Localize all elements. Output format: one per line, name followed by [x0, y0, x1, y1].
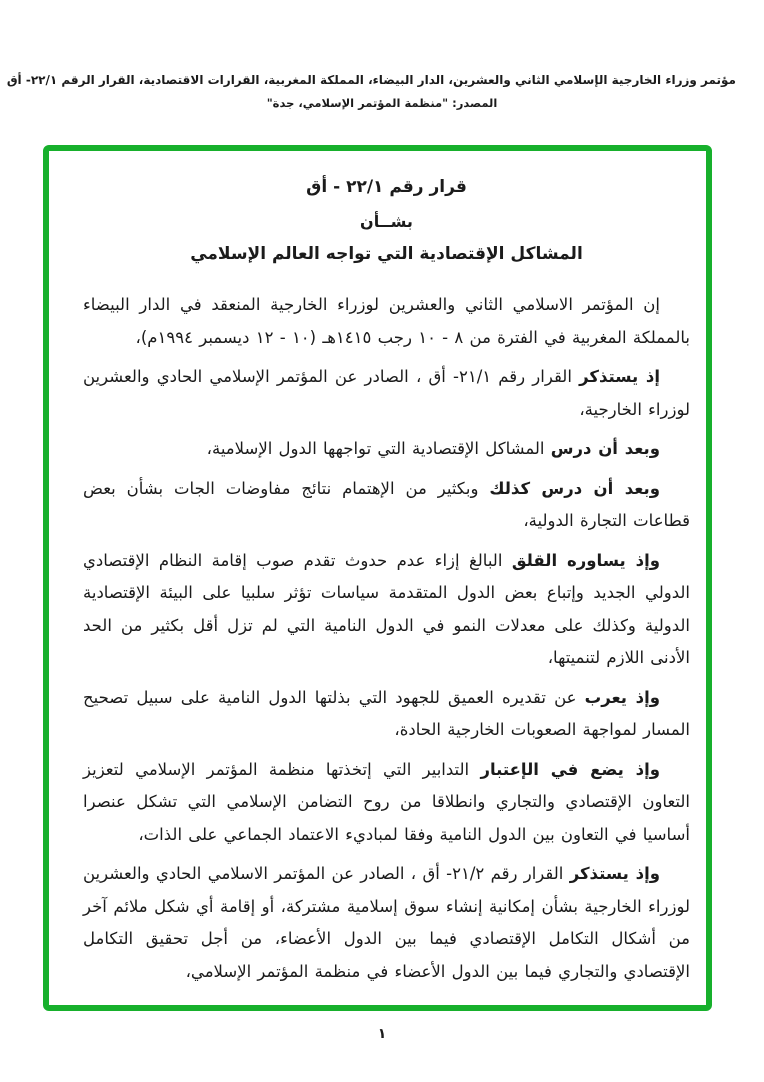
- source-attribution-line: المصدر: "منظمة المؤتمر الإسلامي، جدة": [266, 96, 498, 110]
- resolution-paragraph: وإذ يعرب عن تقديره العميق للجهود التي بذلتها الدول النامية على سبيل تصحيح المسار لمواجهة الصعوبات الخارجية الحادة،: [83, 687, 690, 739]
- resolution-paragraph: إن المؤتمر الاسلامي الثاني والعشرين لوزراء الخارجية المنعقد في الدار البيضاء بالمملكة المغربية في الفترة من ٨ - ١٠ رجب ١٤١٥هـ (١٠ - ١٢ ديسمبر ١٩٩٤م)،: [83, 295, 690, 347]
- page-number: ١: [377, 1026, 387, 1042]
- resolution-number-title: قرار رقم ٢٢/١ - أق: [306, 177, 467, 197]
- resolution-regarding-label: بشــأن: [360, 212, 413, 231]
- paragraph-lead-phrase: وإذ يعرب: [584, 687, 660, 707]
- resolution-paragraph: وبعد أن درس المشاكل الإقتصادية التي تواجهها الدول الإسلامية،: [206, 439, 660, 458]
- paragraph-lead-phrase: وبعد أن درس: [550, 439, 660, 458]
- resolution-frame: [43, 145, 712, 1011]
- paragraph-lead-phrase: وإذ يستذكر: [569, 864, 660, 883]
- source-citation-line: مؤتمر وزراء الخارجية الإسلامي الثاني والعشرين، الدار البيضاء، المملكة المغربية، القرارات الاقتصادية، القرار الرقم ٢٢/١- أق: [6, 73, 736, 87]
- resolution-title-block: [83, 177, 690, 264]
- resolution-paragraph: وإذ يضع في الإعتبار التدابير التي إتخذتها منظمة المؤتمر الإسلامي لتعزيز التعاون الإقتصادي والتجاري وانطلاقا من روح التضامن الإسلامي التي تشكل عنصرا أساسيا في التعاون بين الدول النامية وفقا لمباديء الاعتماد الجماعي على الذات،: [83, 759, 690, 844]
- paragraph-lead-phrase: إذ يستذكر: [579, 367, 661, 386]
- paragraph-lead-phrase: وإذ يضع في الإعتبار: [480, 759, 661, 779]
- source-header: [6, 72, 736, 111]
- resolution-paragraph: وبعد أن درس كذلك وبكثير من الإهتمام نتائج مفاوضات الجات بشأن بعض قطاعات التجارة الدولية،: [83, 478, 690, 530]
- paragraph-lead-phrase: وإذ يساوره القلق: [511, 550, 660, 570]
- resolution-paragraph: وإذ يساوره القلق البالغ إزاء عدم حدوث تقدم صوب إقامة النظام الإقتصادي الدولي الجديد وإتباع بعض الدول المتقدمة سياسات تؤثر سلبيا على البيئة الإقتصادية الدولية وكذلك على معدلات النمو في الدول النامية التي لم تزل أقل بكثير من الحد الأدنى اللازم لتنميتها،: [83, 550, 690, 667]
- paragraph-lead-phrase: وبعد أن درس كذلك: [489, 478, 660, 498]
- resolution-paragraph: إذ يستذكر القرار رقم ٢١/١- أق ، الصادر عن المؤتمر الإسلامي الحادي والعشرين لوزراء الخارجية،: [83, 367, 690, 419]
- paragraphs: [83, 289, 690, 988]
- resolution-subject-title: المشاكل الإقتصادية التي تواجه العالم الإسلامي: [190, 244, 583, 264]
- resolution-paragraph: وإذ يستذكر القرار رقم ٢١/٢- أق ، الصادر عن المؤتمر الاسلامي الحادي والعشرين لوزراء الخارجية بشأن إمكانية إنشاء سوق إسلامية مشتركة، أو إقامة أي شكل ملائم آخر من أشكال التكامل الإقتصادي فيما بين الدول الأعضاء، من أجل تحقيق التكامل الإقتصادي والتجاري فيما بين الدول الأعضاء في منظمة المؤتمر الإسلامي،: [83, 864, 690, 981]
